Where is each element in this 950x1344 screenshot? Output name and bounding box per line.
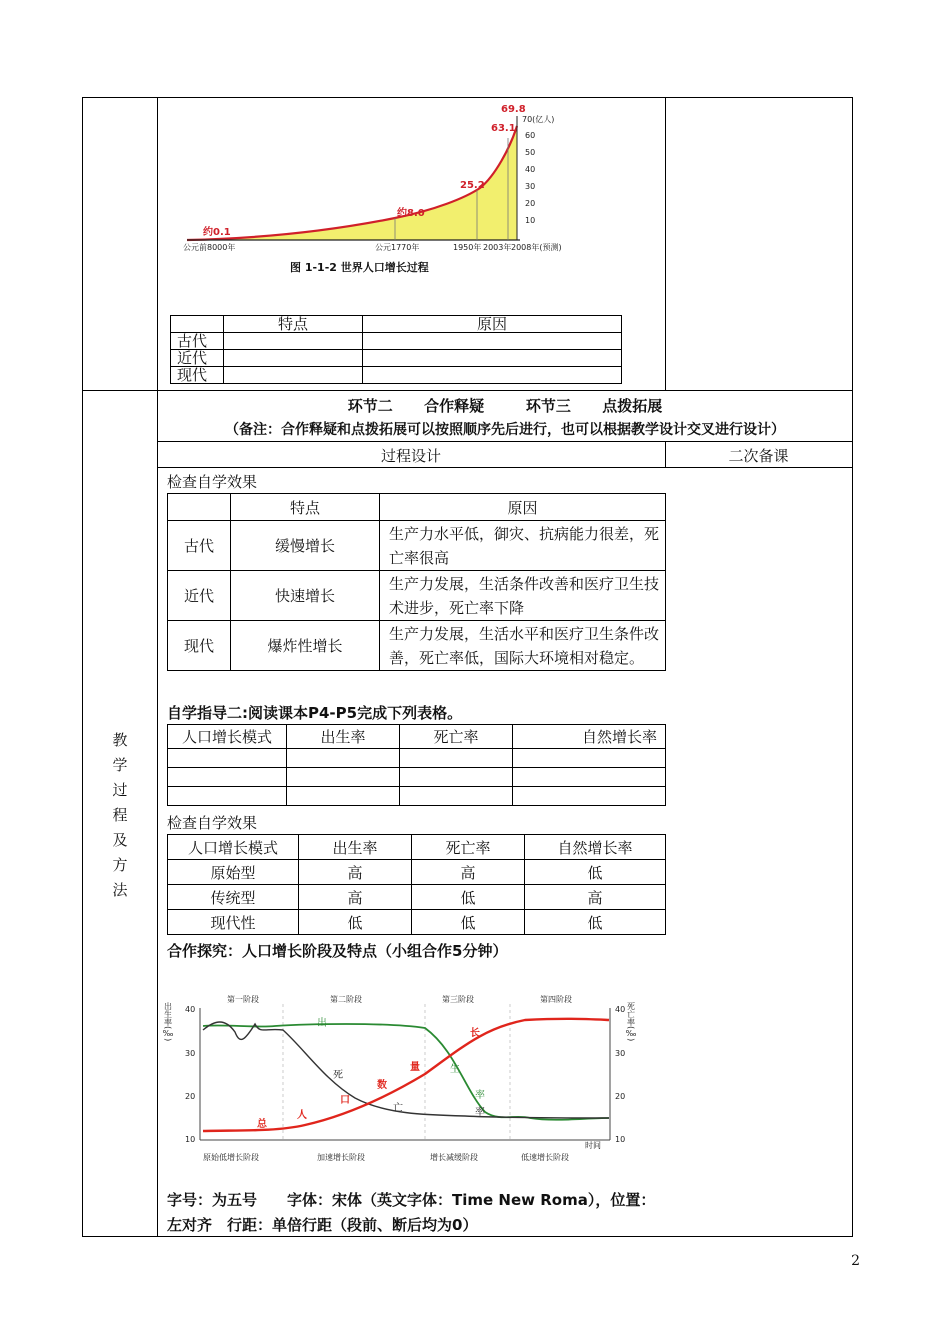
border-col2-top [665,97,666,390]
table2-reason: 生产力水平低，御灾、抗病能力很差，死亡率很高 [380,521,666,571]
table2-feature: 缓慢增长 [231,521,380,571]
svg-text:数: 数 [377,1080,387,1091]
table2-era: 古代 [168,521,231,571]
demographic-transition-chart [165,990,645,1165]
left-axis-label: 出生率(‰) [163,1002,173,1042]
chart1-value: 约8.0 [397,208,425,219]
stage-label: 第一阶段 [227,995,259,1004]
border-row1 [82,390,853,391]
chart1-xlabel: 2008年(预测) [511,243,562,252]
svg-text:总: 总 [257,1119,267,1130]
chart1-xlabel: 公元前8000年 [183,243,236,252]
svg-text:亡: 亡 [393,1103,403,1114]
svg-text:人: 人 [297,1110,307,1121]
stage-bottom: 增长减缓阶段 [430,1153,478,1162]
table-era-blank [170,315,622,384]
population-growth-chart [165,98,605,278]
chart1-value: 约0.1 [203,227,231,238]
cooperative-exploration-title: 合作探究：人口增长阶段及特点（小组合作5分钟） [167,942,508,960]
side-label-teaching-process: 教 学 过 程 及 方 法 [112,731,128,899]
svg-text:口: 口 [340,1095,350,1106]
population-line [203,1019,609,1131]
stage-label: 第三阶段 [442,995,474,1004]
stage-bottom: 加速增长阶段 [317,1153,365,1162]
border-left [82,97,83,1236]
chart1-caption: 图 1-1-2 世界人口增长过程 [290,261,429,274]
format-note: 字号：为五号 字体：宋体（英文字体：Time New Roma），位置：左对齐 行距：单倍行距（段前、断后均为0） [167,1191,656,1234]
stage-label: 第二阶段 [330,995,362,1004]
svg-text:出: 出 [317,1018,327,1029]
table-era-answers: 特点 原因 古代 缓慢增长 生产力水平低，御灾、抗病能力很差，死亡率很高 近代 快速增长 生产力发展，生活条件改善和医疗卫生技术进步，死亡率下降 现代 爆炸性增长 生产力发展，生活水平和医疗卫生条件改善，死亡率低，国际大环境相对稳定。 [167,493,666,671]
section-note: （备注：合作释疑和点拨拓展可以按照顺序先后进行，也可以根据教学设计交叉进行设计） [225,422,785,438]
stage-bottom: 原始低增长阶段 [203,1153,259,1162]
table1-header-reason: 原因 [363,316,622,333]
right-ytick: 30 [615,1049,626,1058]
table2-era: 现代 [168,621,231,671]
chart1-value: 63.1 [491,123,516,134]
chart1-ytick: 60 [525,131,536,140]
left-ytick: 10 [185,1135,196,1144]
border-right [852,97,853,1236]
table-growth-mode-blank: 人口增长模式 出生率 死亡率 自然增长率 [167,724,666,806]
left-ytick: 20 [185,1092,196,1101]
border-row2 [157,441,853,442]
death-rate-line [203,1022,609,1118]
chart1-xlabel: 公元1770年 [375,243,420,252]
table2-feature: 爆炸性增长 [231,621,380,671]
stage-label: 第四阶段 [540,995,572,1004]
stage-bottom: 低速增长阶段 [521,1153,569,1162]
table1-era: 近代 [171,350,224,367]
chart1-ytick: 20 [525,199,536,208]
svg-text:率: 率 [475,1090,485,1101]
chart1-xlabel: 2003年 [483,243,512,252]
chart1-xlabel: 1950年 [453,243,482,252]
birth-rate-line [203,1024,609,1120]
chart1-value: 25.2 [460,180,485,191]
check-result-label: 检查自学效果 [167,473,258,491]
table1-era: 古代 [171,333,224,350]
page-number: 2 [851,1253,860,1269]
right-ytick: 20 [615,1092,626,1101]
border-col1 [157,97,158,1236]
left-ytick: 40 [185,1005,196,1014]
table2-era: 近代 [168,571,231,621]
col-process-design: 过程设计 [380,447,441,465]
col-second-prep: 二次备课 [728,447,789,465]
table1-era: 现代 [171,367,224,384]
self-study-guide-2: 自学指导二:阅读课本P4-P5完成下列表格。 [167,704,463,722]
chart1-ytick: 50 [525,148,536,157]
chart1-ytick: 10 [525,216,536,225]
right-ytick: 10 [615,1135,626,1144]
right-ytick: 40 [615,1005,626,1014]
svg-text:长: 长 [470,1028,480,1039]
right-axis-label: 死亡率(‰) [626,1002,636,1042]
svg-text:生: 生 [450,1064,460,1075]
table1-header-feature: 特点 [224,316,363,333]
table-growth-mode-answers: 人口增长模式 出生率 死亡率 自然增长率 原始型 高 高 低 传统型 高 低 高 现代性 低 低 低 [167,834,666,935]
check-result-label-2: 检查自学效果 [167,814,258,832]
table2-reason: 生产力发展，生活条件改善和医疗卫生技术进步，死亡率下降 [380,571,666,621]
chart1-value: 69.8 [501,104,526,115]
svg-text:死: 死 [333,1070,343,1081]
chart1-ytick: 40 [525,165,536,174]
left-ytick: 30 [185,1049,196,1058]
table2-feature: 快速增长 [231,571,380,621]
table2-reason: 生产力发展，生活水平和医疗卫生条件改善，死亡率低，国际大环境相对稳定。 [380,621,666,671]
chart1-unit: 70(亿人) [522,115,555,124]
time-label: 时间 [585,1141,601,1150]
section-title: 环节二 合作释疑 环节三 点拨拓展 [347,397,663,415]
svg-text:率: 率 [475,1107,485,1118]
svg-text:量: 量 [410,1062,420,1073]
chart1-ytick: 30 [525,182,536,191]
border-row3 [157,467,853,468]
